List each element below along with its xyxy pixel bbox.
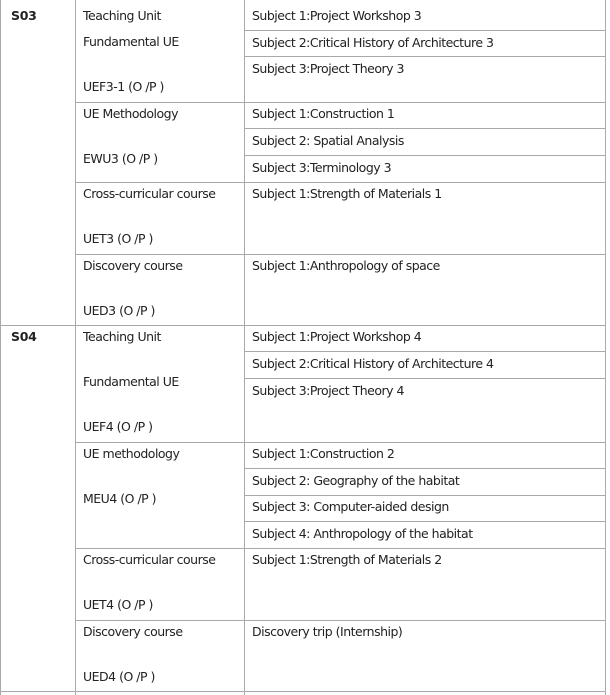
unit-name: Discovery course: [83, 624, 183, 639]
unit-name: Teaching Unit: [83, 8, 161, 23]
subject-cell: Subject 3:Project Theory 3: [252, 61, 404, 76]
semester-label: S03: [11, 8, 37, 23]
subject-cell: Subject 3:Project Theory 4: [252, 383, 404, 398]
row-divider: [244, 56, 606, 57]
row-divider: [75, 182, 606, 183]
subject-cell: Subject 2: Spatial Analysis: [252, 133, 404, 148]
table-border-col2: [244, 0, 245, 695]
row-divider: [244, 495, 606, 496]
subject-cell: Subject 1:Anthropology of space: [252, 258, 440, 273]
subject-cell: Subject 3: Computer-aided design: [252, 499, 449, 514]
row-divider: [244, 351, 606, 352]
row-divider: [75, 102, 606, 103]
unit-name: UE Methodology: [83, 106, 179, 121]
subject-cell: Subject 4: Anthropology of the habitat: [252, 526, 473, 541]
subject-cell: Subject 1:Strength of Materials 1: [252, 186, 442, 201]
subject-cell: Subject 2:Critical History of Architecture 4: [252, 356, 494, 371]
unit-code: EWU3 (O /P ): [83, 151, 158, 166]
unit-code: UET3 (O /P ): [83, 231, 153, 246]
subject-cell: Subject 1:Strength of Materials 2: [252, 552, 442, 567]
unit-code: UED4 (O /P ): [83, 669, 155, 684]
row-divider: [244, 30, 606, 31]
table-border-right: [605, 0, 606, 695]
subject-cell: Discovery trip (Internship): [252, 624, 403, 639]
unit-code: UEF3-1 (O /P ): [83, 79, 164, 94]
row-divider: [0, 325, 606, 326]
row-divider: [244, 468, 606, 469]
row-divider: [244, 128, 606, 129]
unit-subtitle: Fundamental UE: [83, 34, 179, 49]
unit-name: Discovery course: [83, 258, 183, 273]
unit-code: UED3 (O /P ): [83, 303, 155, 318]
unit-name: Cross-curricular course: [83, 186, 216, 201]
semester-label: S04: [11, 329, 37, 344]
row-divider: [75, 254, 606, 255]
subject-cell: Subject 1:Project Workshop 3: [252, 8, 422, 23]
unit-code: MEU4 (O /P ): [83, 491, 157, 506]
unit-subtitle: Fundamental UE: [83, 374, 179, 389]
row-divider: [0, 691, 606, 692]
unit-name: UE methodology: [83, 446, 180, 461]
unit-name: Cross-curricular course: [83, 552, 216, 567]
row-divider: [75, 442, 606, 443]
subject-cell: Subject 1:Project Workshop 4: [252, 329, 422, 344]
subject-cell: Subject 3:Terminology 3: [252, 160, 392, 175]
row-divider: [75, 620, 606, 621]
row-divider: [244, 155, 606, 156]
subject-cell: Subject 2: Geography of the habitat: [252, 473, 460, 488]
subject-cell: Subject 1:Construction 2: [252, 446, 395, 461]
table-border-col1: [75, 0, 76, 695]
unit-code: UET4 (O /P ): [83, 597, 153, 612]
table-border-left: [0, 0, 1, 695]
row-divider: [244, 378, 606, 379]
row-divider: [75, 548, 606, 549]
subject-cell: Subject 2:Critical History of Architecture 3: [252, 35, 494, 50]
subject-cell: Subject 1:Construction 1: [252, 106, 395, 121]
row-divider: [244, 521, 606, 522]
unit-name: Teaching Unit: [83, 329, 161, 344]
unit-code: UEF4 (O /P ): [83, 419, 153, 434]
